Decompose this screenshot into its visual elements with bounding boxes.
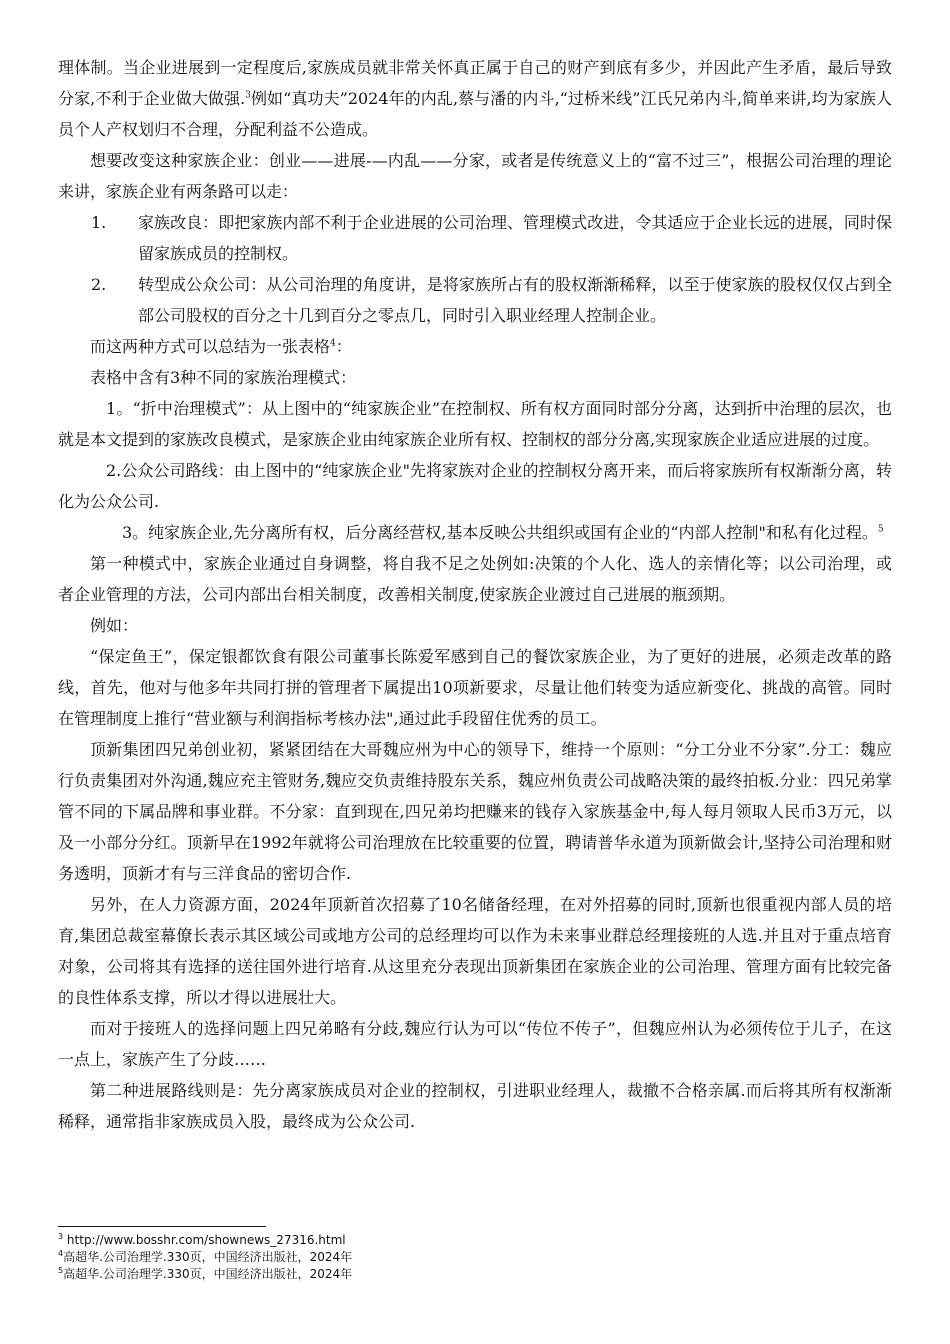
footnote-ref[interactable]: 4 [330, 338, 336, 349]
paragraph: 理体制。当企业进展到一定程度后,家族成员就非常关怀真正属于自己的财产到底有多少，并因此产生矛盾，最后导致分家,不利于企业做大做强.$^3$例如“真功夫”2024年的内乱,蔡与潘的内斗,“过桥米线”江氏兄弟内斗,简单来讲,均为家族人员个人产权划归不合理，分配利益不公造成。 [58, 58, 892, 139]
footnote-divider [58, 1226, 266, 1227]
list-number: 1. [91, 213, 107, 232]
paragraph: 第一种模式中，家族企业通过自身调整，将自我不足之处例如:决策的个人化、选人的亲情化等；以公司治理，或者企业管理的方法，公司内部出台相关制度，改善相关制度,使家族企业渡过自己进展的瓶颈期。 [58, 554, 892, 604]
footnote-ref[interactable]: 3 [245, 90, 251, 101]
paragraph: 表格中含有3种不同的家族治理模式： [90, 368, 357, 387]
list-item [58, 269, 892, 331]
paragraph: 1。“折中治理模式”：从上图中的“纯家族企业”在控制权、所有权方面同时部分分离，达到折中治理的层次，也就是本文提到的家族改良模式，是家族企业由纯家族企业所有权、控制权的部分分离,实现家族企业适应进展的过度。 [58, 399, 892, 449]
footnotes [58, 1232, 892, 1283]
paragraph: “保定鱼王”，保定银都饮食有限公司董事长陈爱军感到自己的餐饮家族企业，为了更好的进展，必须走改革的路线，首先，他对与他多年共同打拼的管理者下属提出10项新要求，尽量让他们转变为适应新变化、挑战的高管。同时在管理制度上推行“营业额与利润指标考核办法",通过此手段留住优秀的员工。 [58, 647, 892, 728]
body-text [58, 52, 892, 1137]
paragraph: 另外，在人力资源方面，2024年顶新首次招募了10名储备经理，在对外招募的同时,顶新也很重视内部人员的培育,集团总裁室幕僚长表示其区域公司或地方公司的总经理均可以作为未来事业群总经理接班的人选.并且对于重点培育对象，公司将其有选择的送往国外进行培育.从这里充分表现出顶新集团在家族企业的公司治理、管理方面有比较完备的良性体系支撑，所以才得以进展壮大。 [58, 895, 892, 1007]
paragraph: 例如： [90, 616, 139, 635]
paragraph: 而这两种方式可以总结为一张表格$^4$： [90, 337, 352, 356]
footnote: $^5$高超华.公司治理学.330页，中国经济出版社，2024年 [58, 1266, 353, 1281]
list-text: 转型成公众公司：从公司治理的角度讲，是将家族所占有的股权渐渐稀释，以至于使家族的股权仅仅占到全部公司股权的百分之十几到百分之零点几，同时引入职业经理人控制企业。 [138, 275, 892, 325]
list-number: 2. [91, 275, 107, 294]
footnote: $^4$高超华.公司治理学.330页，中国经济出版社，2024年 [58, 1249, 353, 1264]
paragraph: 而对于接班人的选择问题上四兄弟略有分歧,魏应行认为可以“传位不传子”，但魏应州认为必须传位于儿子，在这一点上，家族产生了分歧…… [58, 1019, 892, 1069]
footnote-ref[interactable]: 5 [877, 524, 884, 535]
paragraph: 第二种进展路线则是：先分离家族成员对企业的控制权，引进职业经理人，裁撤不合格亲属.而后将其所有权渐渐稀释，通常指非家族成员入股，最终成为公众公司. [58, 1081, 892, 1131]
paragraph: 想要改变这种家族企业：创业——进展-—内乱——分家，或者是传统意义上的“富不过三”，根据公司治理的理论来讲，家族企业有两条路可以走： [58, 151, 892, 201]
paragraph: 顶新集团四兄弟创业初，紧紧团结在大哥魏应州为中心的领导下，维持一个原则：“分工分业不分家”.分工：魏应行负责集团对外沟通,魏应充主管财务,魏应交负责维持股东关系，魏应州负责公司战略决策的最终拍板.分业：四兄弟掌管不同的下属品牌和事业群。不分家：直到现在,四兄弟均把赚来的钱存入家族基金中,每人每月领取人民币3万元，以及一小部分分红。顶新早在1992年就将公司治理放在比较重要的位置，聘请普华永道为顶新做会计,坚持公司治理和财务透明，顶新才有与三洋食品的密切合作. [58, 740, 892, 883]
footnote-link[interactable]: http://www.bosshr.com/shownews_27316.html [66, 1233, 346, 1247]
list-item [58, 207, 892, 269]
list-text: 家族改良：即把家族内部不利于企业进展的公司治理、管理模式改进，令其适应于企业长远的进展，同时保留家族成员的控制权。 [138, 213, 892, 263]
footnote: $^3$ http://www.bosshr.com/shownews_27316.html [58, 1232, 346, 1247]
paragraph: 2.公众公司路线：由上图中的“纯家族企业"先将家族对企业的控制权分离开来，而后将家族所有权渐渐分离，转化为公众公司. [58, 461, 892, 511]
paragraph: 3。纯家族企业,先分离所有权，后分离经营权,基本反映公共组织或国有企业的“内部人控制"和私有化过程。$^5$ [122, 523, 884, 542]
